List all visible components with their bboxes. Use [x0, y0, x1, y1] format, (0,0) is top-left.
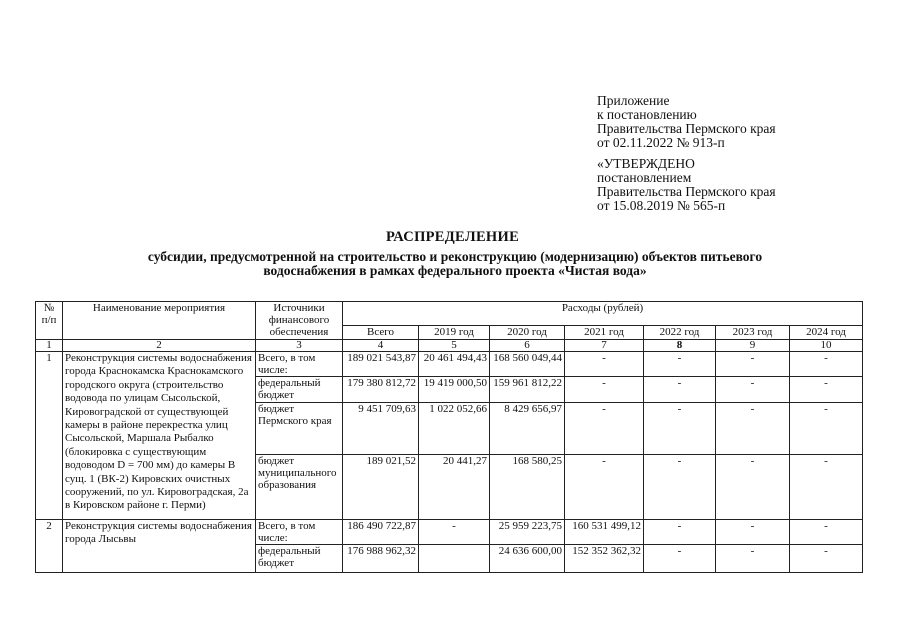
amount-year: -	[790, 545, 863, 573]
col-number: 7	[565, 340, 644, 352]
amount-year: 20 441,27	[419, 455, 490, 520]
item-num: 2	[36, 520, 63, 573]
amount-year: 160 531 499,12	[565, 520, 644, 545]
amount-total: 179 380 812,72	[343, 377, 419, 403]
approved-line: от 15.08.2019 № 565-п	[597, 198, 726, 213]
col-number: 10	[790, 340, 863, 352]
amount-year: 168 560 049,44	[490, 352, 565, 377]
col-number: 9	[716, 340, 790, 352]
amount-year: -	[644, 377, 716, 403]
amount-year: 20 461 494,43	[419, 352, 490, 377]
annex-line: к постановлению	[597, 107, 697, 122]
item-num: 1	[36, 352, 63, 520]
approved-line: «УТВЕРЖДЕНО	[597, 156, 695, 171]
annex-line: Приложение	[597, 93, 670, 108]
amount-year: 24 636 600,00	[490, 545, 565, 573]
source-cell: Всего, в том числе:	[256, 352, 343, 377]
approved-block	[597, 157, 776, 213]
amount-year: -	[644, 352, 716, 377]
amount-year: 168 580,25	[490, 455, 565, 520]
amount-year: -	[790, 352, 863, 377]
header-year: 2021 год	[565, 326, 644, 340]
header-source: Источники финансового обеспечения	[256, 302, 343, 340]
amount-year	[419, 545, 490, 573]
amount-year: -	[644, 455, 716, 520]
approved-line: постановлением	[597, 170, 692, 185]
col-number: 2	[63, 340, 256, 352]
source-cell: бюджет муниципального образования	[256, 455, 343, 520]
header-year: 2019 год	[419, 326, 490, 340]
amount-year: -	[716, 545, 790, 573]
header-expenses: Расходы (рублей)	[343, 302, 863, 326]
annex-line: от 02.11.2022 № 913-п	[597, 135, 725, 150]
document-title: РАСПРЕДЕЛЕНИЕ	[385, 229, 520, 245]
annex-block	[597, 94, 776, 150]
amount-year: -	[716, 352, 790, 377]
item-name: Реконструкция системы водоснабжения города Лысьвы	[63, 520, 256, 573]
amount-year: 19 419 000,50	[419, 377, 490, 403]
header-num: № п/п	[36, 302, 63, 340]
amount-total: 176 988 962,32	[343, 545, 419, 573]
col-number: 8	[644, 340, 716, 352]
approved-line: Правительства Пермского края	[597, 184, 776, 199]
amount-total: 189 021,52	[343, 455, 419, 520]
amount-year: -	[644, 403, 716, 455]
amount-year: -	[565, 455, 644, 520]
col-number: 4	[343, 340, 419, 352]
source-cell: Всего, в том числе:	[256, 520, 343, 545]
amount-year: -	[790, 377, 863, 403]
amount-year: 1 022 052,66	[419, 403, 490, 455]
amount-year: -	[716, 520, 790, 545]
header-year: 2020 год	[490, 326, 565, 340]
document-subtitle: субсидии, предусмотренной на строительство и реконструкцию (модернизацию) объектов питьевого водоснабжения в рамках федерального проекта «Чистая вода»	[147, 249, 763, 278]
amount-total: 189 021 543,87	[343, 352, 419, 377]
col-number: 6	[490, 340, 565, 352]
amount-year: -	[565, 377, 644, 403]
source-cell: федеральный бюджет	[256, 377, 343, 403]
col-number: 3	[256, 340, 343, 352]
amount-year: -	[419, 520, 490, 545]
amount-year: -	[716, 377, 790, 403]
header-total: Всего	[343, 326, 419, 340]
amount-year: 152 352 362,32	[565, 545, 644, 573]
amount-year: -	[716, 455, 790, 520]
col-number: 5	[419, 340, 490, 352]
amount-year: -	[790, 455, 863, 520]
amount-year: -	[644, 520, 716, 545]
distribution-table	[35, 301, 863, 573]
header-year: 2022 год	[644, 326, 716, 340]
header-name: Наименование мероприятия	[63, 302, 256, 340]
source-cell: федеральный бюджет	[256, 545, 343, 573]
amount-year: -	[716, 403, 790, 455]
header-year: 2024 год	[790, 326, 863, 340]
amount-year: 159 961 812,22	[490, 377, 565, 403]
amount-year: -	[790, 520, 863, 545]
amount-total: 186 490 722,87	[343, 520, 419, 545]
header-year: 2023 год	[716, 326, 790, 340]
col-number: 1	[36, 340, 63, 352]
item-name: Реконструкция системы водоснабжения города Краснокамска Краснокамского городского округа (строительство водовода по улицам Сысольской, Кировоградской от существующей камеры в районе перекрестка улиц Сысольской, Маршала Рыбалко (блокировка с существующим водоводом D = 700 мм) до камеры В сущ. 1 (ВК-2) Кировских очистных сооружений, по ул. Кировоградская, 2а в Кировском районе г. Перми)	[63, 352, 256, 520]
amount-year: 25 959 223,75	[490, 520, 565, 545]
source-cell: бюджет Пермского края	[256, 403, 343, 455]
amount-year: 8 429 656,97	[490, 403, 565, 455]
amount-year: -	[565, 352, 644, 377]
annex-line: Правительства Пермского края	[597, 121, 776, 136]
amount-year: -	[644, 545, 716, 573]
amount-year: -	[565, 403, 644, 455]
amount-total: 9 451 709,63	[343, 403, 419, 455]
amount-year: -	[790, 403, 863, 455]
